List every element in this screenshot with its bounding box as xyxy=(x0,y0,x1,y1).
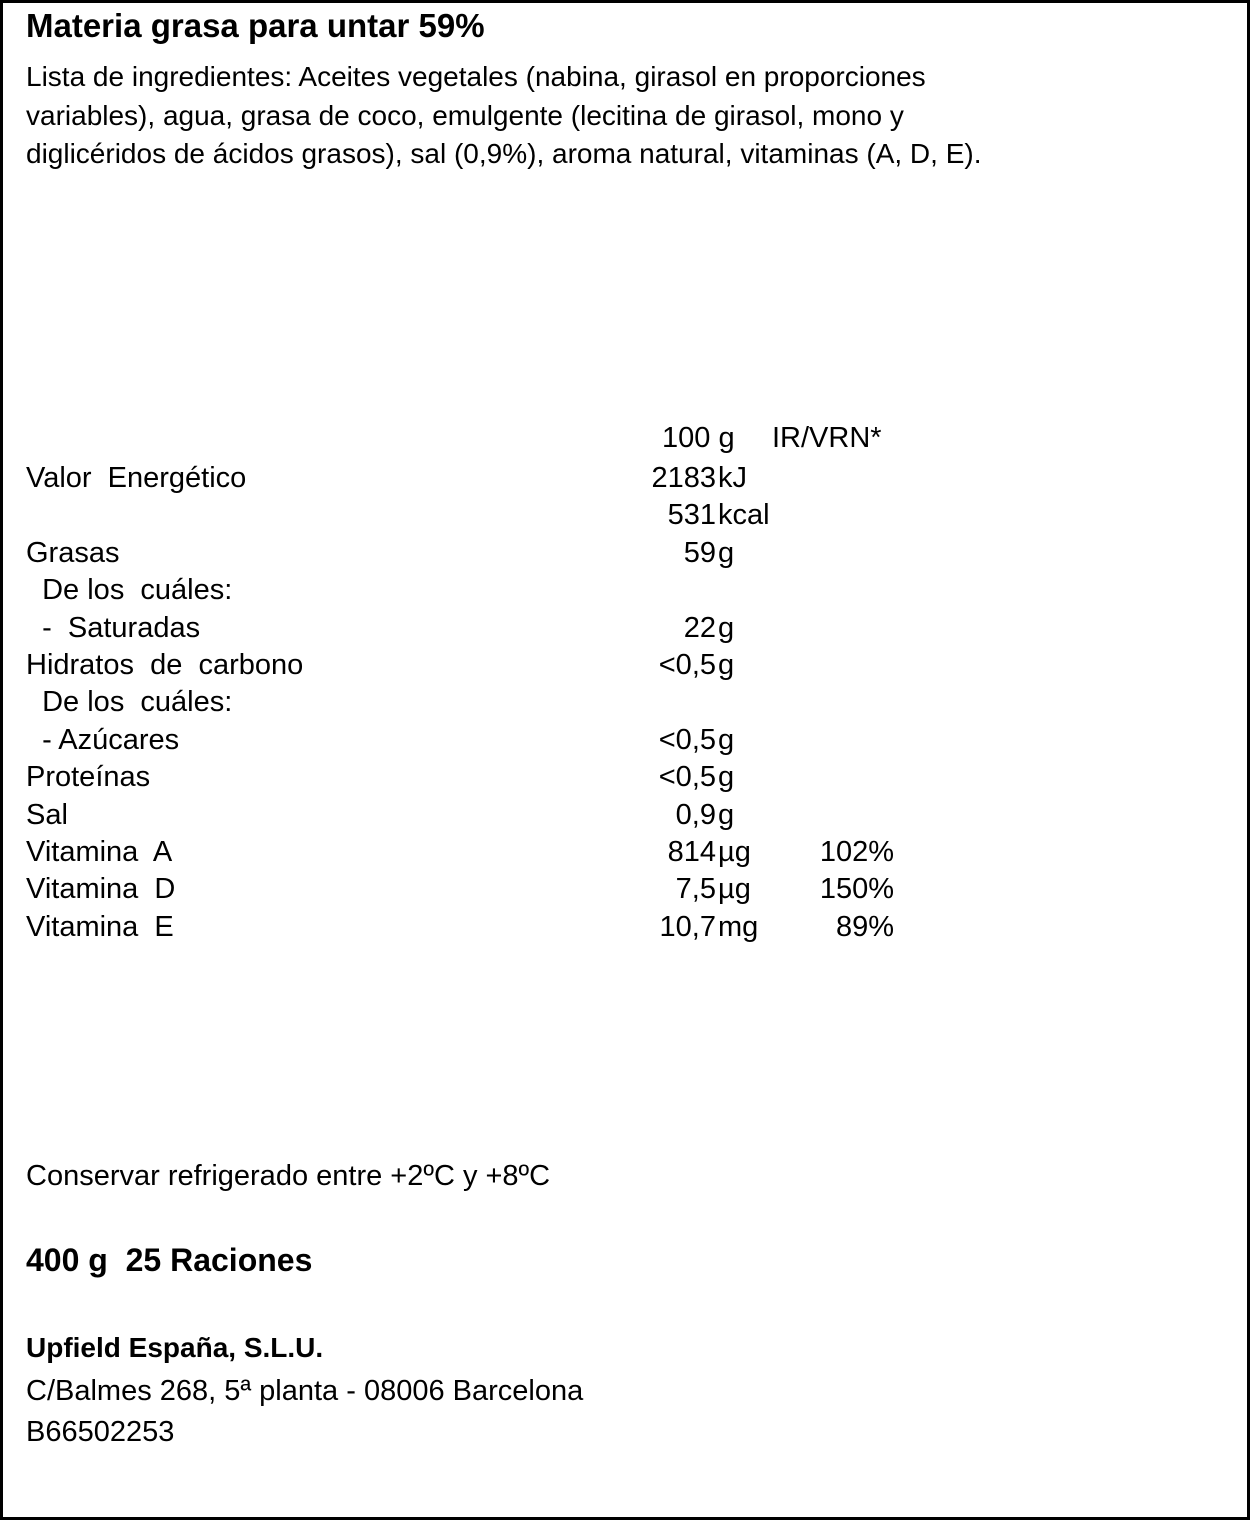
nutrient-value: <0,5 xyxy=(658,723,716,756)
nutrient-unit: g xyxy=(718,536,735,569)
nutrition-header-per: 100 g xyxy=(662,422,735,454)
nutrition-row xyxy=(0,499,1250,536)
ingredients-line: Lista de ingredientes: Aceites vegetales (nabina, girasol en proporciones xyxy=(26,61,926,92)
nutrient-unit: µg xyxy=(718,836,751,868)
nutrition-row xyxy=(0,649,1250,686)
nutrition-row xyxy=(0,911,1250,948)
nutrition-row xyxy=(0,686,1250,723)
nutrition-row xyxy=(0,761,1250,798)
nutrition-row xyxy=(0,873,1250,910)
product-title: Materia grasa para untar 59% xyxy=(26,7,485,44)
nutrient-unit: mg xyxy=(718,910,759,943)
nutrient-value: <0,5 xyxy=(658,649,716,681)
nutrition-row xyxy=(0,612,1250,649)
nutrient-label: Vitamina E xyxy=(26,910,174,943)
nutrition-row xyxy=(0,537,1250,574)
nutrient-label: Valor Energético xyxy=(26,462,247,494)
nutrient-unit: µg xyxy=(718,873,751,906)
nutrient-value: 0,9 xyxy=(675,798,716,831)
nutrient-ir-percent: 150% xyxy=(819,873,894,906)
nutrient-label: - Azúcares xyxy=(26,723,180,756)
nutrient-value: 814 xyxy=(667,836,716,868)
nutrient-value: 22 xyxy=(683,611,716,644)
nutrient-label: Grasas xyxy=(26,536,120,569)
portions-info: 400 g 25 Raciones xyxy=(26,1242,313,1278)
nutrient-label: De los cuáles: xyxy=(26,686,233,719)
storage-instructions: Conservar refrigerado entre +2ºC y +8ºC xyxy=(26,1160,551,1192)
company-tax-id: B66502253 xyxy=(26,1416,175,1448)
company-address: C/Balmes 268, 5ª planta - 08006 Barcelona xyxy=(26,1375,584,1407)
nutrient-label: Sal xyxy=(26,798,68,831)
nutrient-ir-percent: 89% xyxy=(835,910,894,943)
ingredients-list xyxy=(26,58,1206,174)
nutrient-label: Vitamina A xyxy=(26,836,173,868)
nutrient-label: Proteínas xyxy=(26,761,151,794)
nutrition-row xyxy=(0,724,1250,761)
nutrient-unit: g xyxy=(718,649,735,681)
nutrient-unit: kJ xyxy=(718,462,747,494)
nutrient-value: 7,5 xyxy=(675,873,716,906)
nutrition-row xyxy=(0,462,1250,499)
company-name: Upfield España, S.L.U. xyxy=(26,1332,324,1363)
nutrient-label: De los cuáles: xyxy=(26,574,233,607)
nutrient-value: <0,5 xyxy=(658,761,716,794)
nutrient-unit: g xyxy=(718,761,735,794)
nutrient-value: 10,7 xyxy=(659,910,716,943)
nutrition-row xyxy=(0,799,1250,836)
nutrient-unit: g xyxy=(718,611,735,644)
nutrient-label: - Saturadas xyxy=(26,611,201,644)
nutrient-unit: kcal xyxy=(718,499,770,532)
nutrition-header-ir: IR/VRN* xyxy=(772,422,882,454)
ingredients-line: diglicéridos de ácidos grasos), sal (0,9%), aroma natural, vitaminas (A, D, E). xyxy=(26,138,982,169)
nutrient-label: Hidratos de carbono xyxy=(26,649,304,681)
nutrition-row xyxy=(0,574,1250,611)
nutrient-value: 2183 xyxy=(651,462,716,494)
ingredients-line: variables), agua, grasa de coco, emulgente (lecitina de girasol, mono y xyxy=(26,99,904,131)
nutrient-value: 59 xyxy=(683,536,716,569)
nutrient-label: Vitamina D xyxy=(26,873,176,906)
nutrition-row xyxy=(0,836,1250,873)
nutrient-ir-percent: 102% xyxy=(819,836,894,868)
nutrient-unit: g xyxy=(718,798,735,831)
nutrient-value: 531 xyxy=(667,499,716,532)
nutrient-unit: g xyxy=(718,723,735,756)
